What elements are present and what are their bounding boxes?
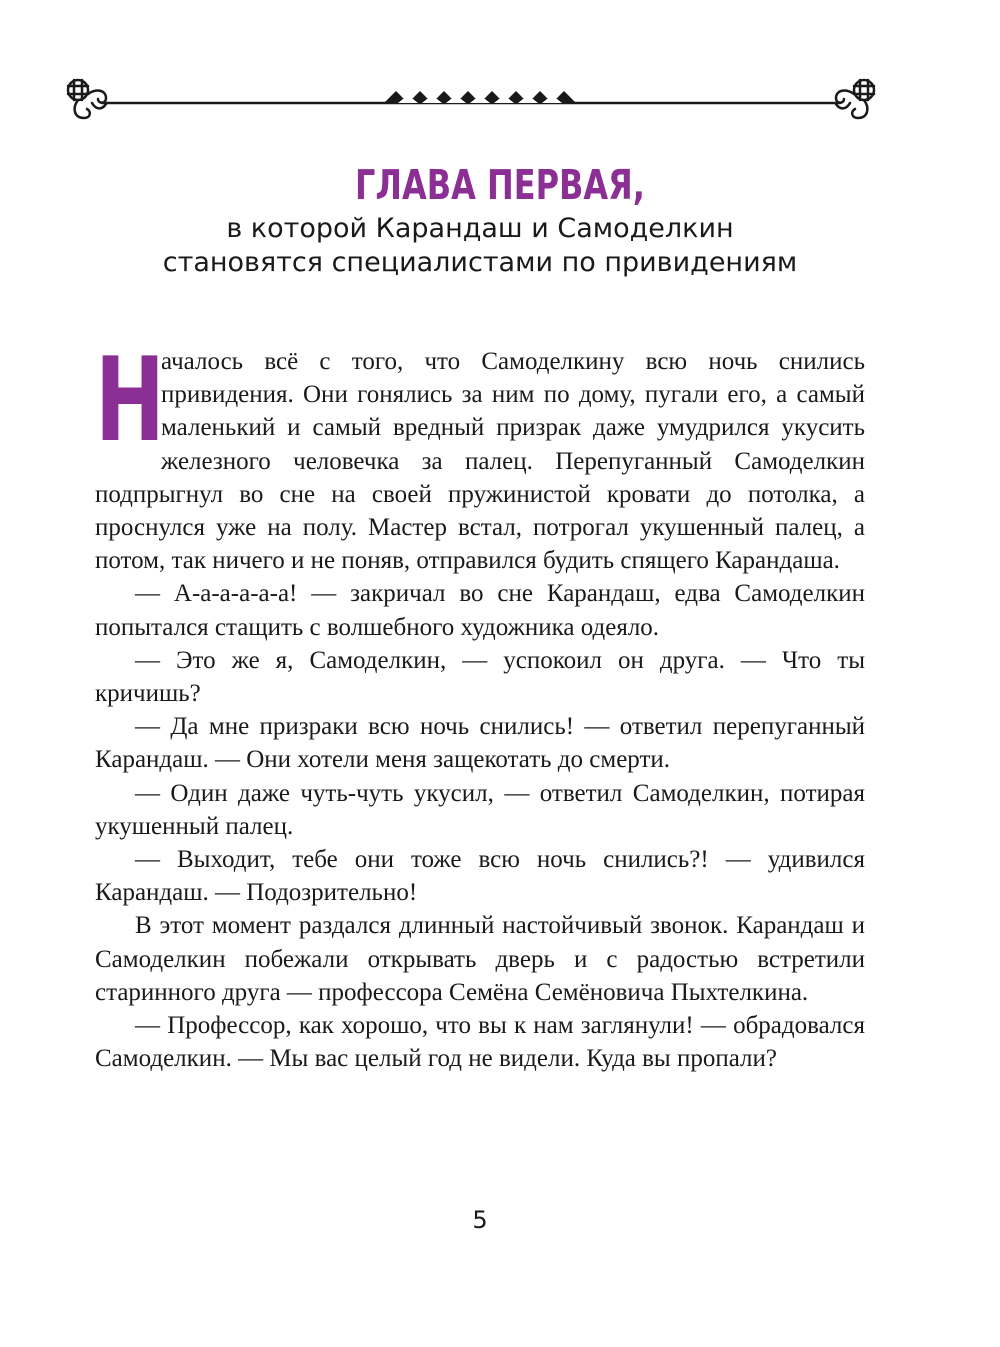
drop-cap-letter: Н bbox=[95, 333, 165, 468]
paragraph: — Один даже чуть-чуть укусил, — ответил Самоделкин, потирая укушенный палец. bbox=[95, 779, 865, 840]
page-number: 5 bbox=[472, 1206, 488, 1234]
right-flourish-icon bbox=[836, 80, 874, 118]
chapter-subtitle-line-2: становятся специалистами по привидениям bbox=[162, 247, 798, 278]
paragraph: — А-а-а-а-а-а! — закричал во сне Карандаш, едва Самоделкин попытался стащить с волшебного художника одеяло. bbox=[95, 580, 865, 641]
center-zigzag-icon bbox=[384, 91, 576, 103]
paragraph: — Это же я, Самоделкин, — успокоил он друга. — Что ты кричишь? bbox=[95, 646, 865, 708]
chapter-subtitle-line-1: в которой Карандаш и Самоделкин bbox=[226, 213, 734, 244]
paragraph: — Да мне призраки всю ночь снились! — ответил перепуганный Карандаш. — Они хотели меня защекотать до смерти. bbox=[95, 713, 865, 774]
chapter-header-ornament bbox=[62, 70, 880, 130]
left-flourish-icon bbox=[68, 80, 106, 118]
paragraph: — Выходит, тебе они тоже всю ночь снились?! — удивился Карандаш. — Подозрительно! bbox=[95, 846, 865, 907]
paragraph: В этот момент раздался длинный настойчивый звонок. Карандаш и Самоделкин побежали открывать дверь и с радостью встретили старинного друга — профессора Семёна Семёновича Пыхтелкина. bbox=[95, 912, 865, 1006]
chapter-body bbox=[95, 333, 865, 1075]
paragraph: ачалось всё с того, что Самоделкину всю ночь снились привидения. Они гонялись за ним по дому, пугали его, а самый маленький и самый вредный призрак даже умудрился укусить железного человечка за палец. Перепуганный Самоделкин подпрыгнул во сне на своей пружинистой кровати до потолка, а проснулся уже на полу. Мастер встал, потрогал укушенный палец, а потом, так ничего и не поняв, отправился будить спящего Карандаша. bbox=[95, 348, 865, 575]
chapter-title: ГЛАВА ПЕРВАЯ, bbox=[355, 161, 645, 209]
chapter-subtitle bbox=[0, 212, 960, 280]
paragraph: — Профессор, как хорошо, что вы к нам заглянули! — обрадовался Самоделкин. — Мы вас целый год не видели. Куда вы пропали? bbox=[95, 1012, 865, 1073]
